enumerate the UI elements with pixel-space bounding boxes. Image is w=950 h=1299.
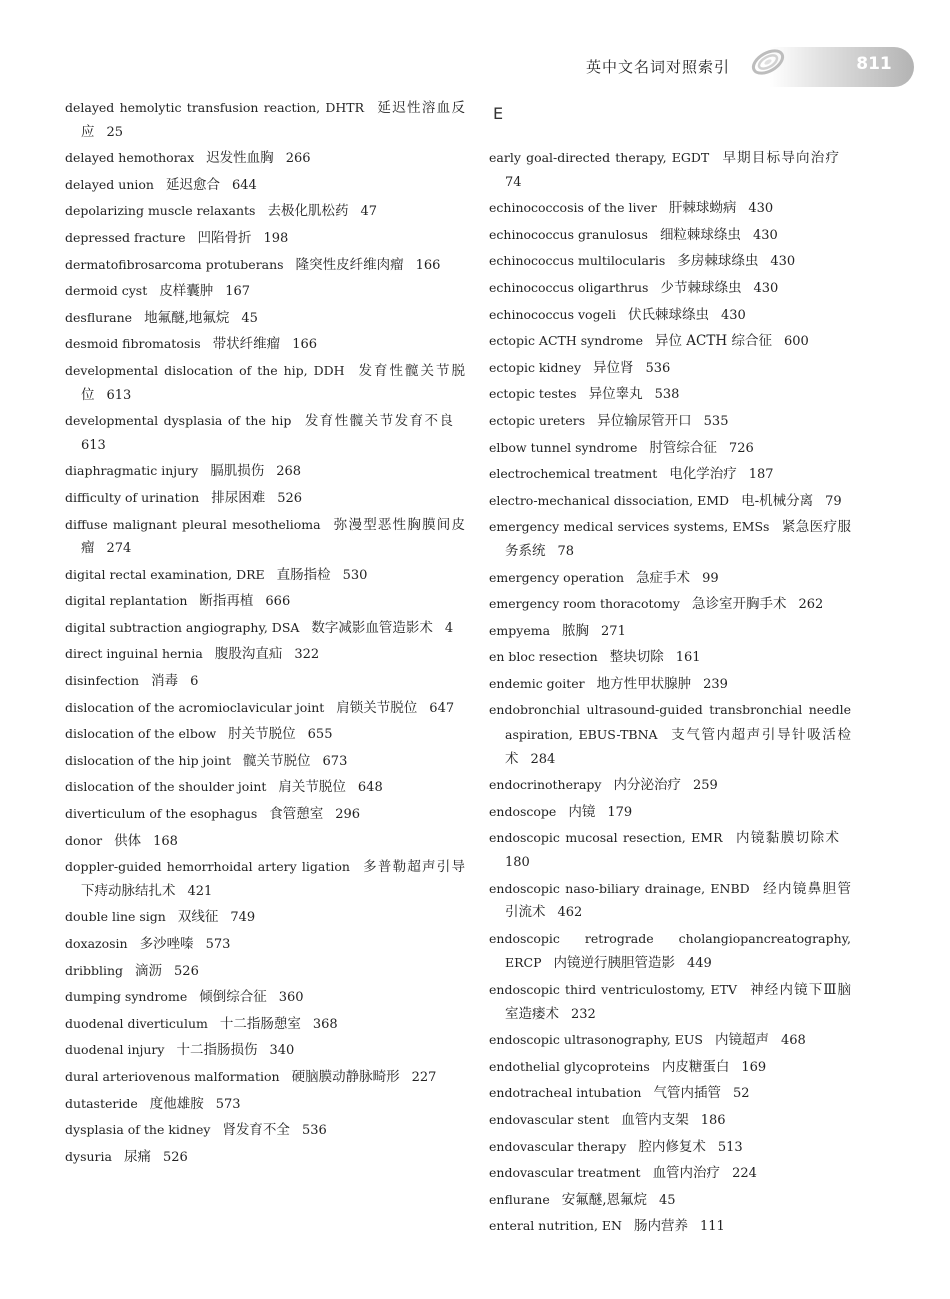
entry-chinese-term: 带状纤维瘤 (212, 336, 281, 353)
entry-page-number: 613 (106, 387, 132, 403)
entry-page-number: 526 (174, 963, 199, 979)
entry-chinese-term: 急症手术 (636, 569, 691, 586)
index-entry (489, 356, 851, 381)
index-entry (489, 978, 851, 1026)
entry-english-term: digital rectal examination, DRE (65, 566, 265, 582)
entry-chinese-term: 皮样囊肿 (159, 283, 214, 300)
entry-page-number: 368 (312, 1016, 338, 1032)
index-entry (489, 566, 851, 591)
index-entry (489, 877, 851, 925)
entry-page-number: 421 (187, 883, 213, 899)
entry-chinese-term: 内镜黏膜切除术 (734, 830, 840, 847)
index-entry (65, 932, 465, 957)
entry-english-term: ectopic testes (489, 386, 577, 402)
entry-english-term: disinfection (65, 673, 140, 689)
entry-page-number: 47 (360, 204, 378, 220)
entry-english-term: endoscopic third ventriculostomy, ETV (489, 982, 738, 997)
entry-english-term: electro-mechanical dissociation, EMD (489, 492, 730, 508)
entry-english-term: dermatofibrosarcoma protuberans (65, 256, 284, 272)
entry-english-term: ectopic ureters (489, 412, 586, 428)
entry-page-number: 430 (720, 307, 746, 323)
entry-english-term: endovascular treatment (489, 1165, 641, 1181)
entry-chinese-term: 肩锁关节脱位 (336, 699, 418, 716)
entry-page-number: 45 (659, 1192, 676, 1208)
entry-chinese-term: 经内镜鼻胆管引流术 (505, 880, 852, 921)
entry-english-term: endoscopic naso-biliary drainage, ENBD (489, 880, 750, 896)
entry-chinese-term: 膈肌损伤 (210, 463, 265, 480)
entry-english-term: dysuria (65, 1148, 112, 1164)
entry-chinese-term: 髋关节脱位 (243, 752, 311, 769)
index-entry (489, 146, 851, 194)
entry-english-term: donor (65, 832, 103, 848)
entry-english-term: developmental dislocation of the hip, DDH (65, 362, 345, 378)
entry-page-number: 167 (225, 284, 251, 300)
entry-chinese-term: 腹股沟直疝 (214, 646, 283, 663)
entry-english-term: dislocation of the shoulder joint (65, 779, 267, 795)
entry-english-term: enflurane (489, 1191, 550, 1207)
entry-chinese-term: 肘关节脱位 (228, 726, 296, 743)
index-entry (489, 672, 851, 697)
entry-page-number: 430 (770, 254, 796, 270)
entry-page-number: 25 (106, 124, 124, 140)
entry-page-number: 430 (752, 227, 778, 243)
index-entry (65, 253, 465, 278)
index-entry (65, 722, 465, 747)
entry-page-number: 166 (292, 337, 318, 353)
entry-english-term: endobronchial ultrasound-guided transbronchial needle aspiration, EBUS-TBNA (489, 702, 851, 743)
entry-chinese-term: 肝棘球蚴病 (668, 200, 737, 217)
entry-chinese-term: 急诊室开胸手术 (691, 596, 787, 613)
entry-page-number: 187 (748, 467, 774, 483)
entry-english-term: dutasteride (65, 1095, 138, 1111)
index-entry (489, 409, 851, 434)
entry-page-number: 268 (276, 464, 302, 480)
entry-page-number: 232 (571, 1006, 596, 1022)
entry-chinese-term: 早期目标导向治疗 (721, 150, 840, 166)
entry-english-term: endothelial glycoproteins (489, 1058, 650, 1074)
entry-chinese-term: 十二指肠憩室 (219, 1015, 301, 1032)
entry-chinese-term: 硬脑膜动静脉畸形 (291, 1068, 400, 1085)
entry-page-number: 673 (322, 753, 348, 769)
entry-chinese-term: 异位睾丸 (588, 386, 643, 403)
index-entry (65, 905, 465, 930)
entry-chinese-term: 地氟醚,地氟烷 (144, 309, 230, 326)
entry-chinese-term: 倾倒综合征 (199, 989, 267, 1006)
index-entry (65, 199, 465, 224)
entry-page-number: 526 (277, 490, 303, 506)
index-entry (65, 616, 465, 641)
index-entry (489, 592, 851, 617)
entry-page-number: 360 (278, 990, 304, 1006)
entry-page-number: 513 (717, 1139, 743, 1155)
index-entry (65, 563, 465, 588)
index-entry (65, 332, 465, 357)
entry-chinese-term: 内镜超声 (714, 1032, 769, 1049)
entry-page-number: 536 (645, 360, 671, 376)
index-entry (65, 589, 465, 614)
index-entry (489, 619, 851, 644)
entry-chinese-term: 电化学治疗 (669, 466, 737, 483)
entry-chinese-term: 十二指肠损伤 (176, 1042, 258, 1059)
index-entry (65, 513, 465, 561)
index-entry (489, 276, 851, 301)
entry-english-term: difficulty of urination (65, 489, 200, 505)
entry-english-term: endoscopic ultrasonography, EUS (489, 1032, 703, 1048)
index-entry (489, 1161, 851, 1186)
entry-english-term: direct inguinal hernia (65, 646, 203, 662)
index-entry (65, 669, 465, 694)
index-entry (65, 1118, 465, 1143)
entry-english-term: delayed hemothorax (65, 150, 195, 166)
index-entry (65, 226, 465, 251)
entry-chinese-term: 多房棘球绦虫 (677, 253, 759, 270)
entry-english-term: elbow tunnel syndrome (489, 439, 638, 455)
entry-chinese-term: 地方性甲状腺肿 (596, 675, 692, 692)
entry-english-term: endovascular stent (489, 1111, 610, 1127)
entry-page-number: 535 (703, 413, 729, 429)
entry-page-number: 530 (342, 567, 368, 583)
entry-page-number: 449 (687, 956, 712, 972)
index-entry (65, 96, 465, 144)
entry-page-number: 600 (783, 334, 809, 350)
entry-page-number: 468 (780, 1033, 806, 1049)
entry-english-term: emergency operation (489, 569, 625, 585)
index-entry (65, 696, 465, 721)
entry-page-number: 340 (269, 1043, 295, 1059)
entry-english-term: endemic goiter (489, 675, 585, 691)
entry-english-term: doppler-guided hemorrhoidal artery ligation (65, 859, 350, 875)
entry-page-number: 166 (415, 257, 441, 273)
index-entry (489, 382, 851, 407)
entry-page-number: 198 (263, 230, 289, 246)
entry-english-term: desflurane (65, 309, 133, 325)
entry-page-number: 644 (231, 177, 257, 193)
entry-english-term: echinococcus granulosus (489, 226, 648, 242)
entry-page-number: 78 (557, 543, 575, 559)
entry-page-number: 266 (285, 151, 311, 167)
index-entry (489, 329, 851, 354)
entry-chinese-term: 肘管综合征 (649, 439, 717, 456)
entry-english-term: ectopic kidney (489, 359, 582, 375)
entry-chinese-term: 气管内插管 (653, 1085, 721, 1102)
entry-chinese-term: 血管内治疗 (652, 1165, 721, 1182)
entry-chinese-term: 多普勒超声引导下痔动脉结扎术 (81, 859, 466, 899)
entry-chinese-term: 安氟醚,恩氟烷 (561, 1191, 648, 1208)
entry-english-term: empyema (489, 622, 551, 638)
entry-page-number: 274 (106, 541, 132, 557)
entry-chinese-term: 排尿困难 (211, 489, 266, 506)
entry-chinese-term: 少节棘球绦虫 (660, 279, 742, 296)
entry-english-term: diverticulum of the esophagus (65, 806, 258, 822)
index-entry (489, 1135, 851, 1160)
entry-page-number: 749 (230, 910, 256, 926)
entry-english-term: endotracheal intubation (489, 1085, 642, 1101)
entry-page-number: 45 (241, 310, 258, 326)
entry-page-number: 180 (505, 855, 530, 871)
entry-page-number: 227 (411, 1069, 437, 1085)
entry-english-term: endoscope (489, 803, 557, 819)
entry-english-term: delayed hemolytic transfusion reaction, DHTR (65, 100, 365, 115)
entry-chinese-term: 度他雄胺 (149, 1095, 204, 1112)
entry-chinese-term: 细粒棘球绦虫 (659, 226, 741, 243)
index-entry (65, 306, 465, 331)
entry-english-term: duodenal diverticulum (65, 1015, 208, 1031)
entry-chinese-term: 延迟性溶血反应 (81, 100, 466, 140)
entry-chinese-term: 支气管内超声引导针吸活检术 (505, 727, 851, 767)
entry-english-term: echinococcosis of the liver (489, 200, 657, 216)
entry-english-term: depressed fracture (65, 229, 186, 245)
entry-chinese-term: 迟发性血胸 (206, 150, 274, 167)
entry-english-term: diffuse malignant pleural mesothelioma (65, 516, 321, 532)
index-entry (65, 1145, 465, 1170)
entry-chinese-term: 伏氏棘球绦虫 (627, 306, 709, 323)
entry-chinese-term: 食管憩室 (269, 806, 324, 823)
entry-chinese-term: 断指再植 (199, 593, 254, 610)
running-header-title: 英中文名词对照索引 (586, 58, 731, 76)
entry-chinese-term: 去极化肌松药 (267, 203, 349, 220)
entry-page-number: 6 (190, 674, 199, 690)
entry-page-number: 169 (741, 1059, 767, 1075)
entry-chinese-term: 延迟愈合 (165, 176, 220, 193)
entry-page-number: 726 (728, 440, 754, 456)
entry-page-number: 538 (654, 387, 680, 403)
entry-chinese-term: 紧急医疗服务系统 (505, 519, 851, 559)
index-entry (65, 1038, 465, 1063)
entry-page-number: 655 (307, 727, 333, 743)
index-column-left (65, 96, 465, 1171)
entry-chinese-term: 内皮糖蛋白 (661, 1058, 730, 1075)
index-entry (489, 1188, 851, 1213)
entry-english-term: dislocation of the acromioclavicular joint (65, 699, 325, 715)
entry-english-term: dural arteriovenous malformation (65, 1068, 280, 1084)
entry-chinese-term: 发育性髋关节发育不良 (303, 413, 453, 430)
entry-english-term: dermoid cyst (65, 283, 148, 299)
entry-english-term: enteral nutrition, EN (489, 1218, 622, 1234)
entry-chinese-term: 内镜 (568, 803, 596, 820)
entry-page-number: 666 (265, 594, 291, 610)
entry-english-term: emergency medical services systems, EMSs (489, 519, 770, 535)
entry-english-term: dumping syndrome (65, 989, 188, 1005)
index-entry (489, 1055, 851, 1080)
entry-chinese-term: 供体 (114, 832, 142, 849)
index-entry (489, 1081, 851, 1106)
index-entry (65, 959, 465, 984)
entry-chinese-term: 电-机械分离 (741, 492, 814, 509)
entry-page-number: 462 (557, 905, 583, 921)
entry-english-term: echinococcus vogeli (489, 306, 616, 322)
entry-page-number: 259 (693, 778, 718, 794)
entry-english-term: emergency room thoracotomy (489, 596, 680, 612)
index-entry (65, 642, 465, 667)
entry-chinese-term: 多沙唑嗪 (139, 936, 194, 952)
entry-chinese-term: 弥漫型恶性胸膜间皮瘤 (81, 516, 466, 557)
index-entry (65, 146, 465, 171)
index-column-right (489, 146, 851, 1241)
entry-english-term: endovascular therapy (489, 1138, 627, 1154)
entry-page-number: 262 (798, 597, 824, 613)
entry-page-number: 573 (215, 1096, 241, 1112)
entry-english-term: doxazosin (65, 936, 128, 951)
entry-page-number: 430 (753, 280, 779, 296)
entry-english-term: digital replantation (65, 593, 188, 609)
entry-page-number: 536 (301, 1123, 327, 1139)
entry-page-number: 430 (748, 201, 774, 217)
entry-chinese-term: 隆突性皮纤维肉瘤 (295, 256, 404, 273)
entry-page-number: 647 (429, 700, 455, 716)
entry-chinese-term: 消毒 (151, 673, 179, 690)
entry-page-number: 613 (81, 437, 106, 453)
entry-page-number: 224 (732, 1166, 757, 1182)
entry-english-term: electrochemical treatment (489, 466, 658, 482)
entry-page-number: 239 (703, 676, 728, 692)
entry-english-term: endocrinotherapy (489, 777, 602, 793)
entry-english-term: desmoid fibromatosis (65, 336, 201, 352)
entry-chinese-term: 尿痛 (123, 1148, 151, 1165)
entry-page-number: 648 (357, 780, 383, 796)
index-entry (65, 279, 465, 304)
index-entry (65, 359, 465, 407)
index-entry (489, 196, 851, 221)
index-entry (65, 1092, 465, 1117)
entry-english-term: endoscopic retrograde cholangiopancreatography, ERCP (489, 930, 851, 971)
index-entry (65, 775, 465, 800)
entry-chinese-term: 脓胸 (562, 622, 590, 639)
entry-page-number: 168 (153, 833, 178, 849)
entry-english-term: dislocation of the hip joint (65, 752, 232, 768)
entry-chinese-term: 整块切除 (609, 649, 664, 666)
entry-page-number: 322 (294, 647, 320, 663)
entry-page-number: 526 (162, 1149, 188, 1165)
entry-chinese-term: 异位肾 (593, 359, 634, 376)
page-number: 811 (856, 54, 892, 74)
index-entry (489, 826, 851, 874)
entry-english-term: depolarizing muscle relaxants (65, 203, 256, 219)
entry-chinese-term: 滴沥 (135, 962, 163, 979)
entry-chinese-term: 内分泌治疗 (613, 777, 681, 794)
entry-english-term: dysplasia of the kidney (65, 1122, 211, 1138)
entry-english-term: en bloc resection (489, 649, 598, 665)
index-entry (65, 1012, 465, 1037)
entry-page-number: 296 (335, 807, 361, 823)
index-entry (489, 515, 851, 563)
entry-page-number: 573 (205, 937, 231, 952)
index-entry (489, 249, 851, 274)
section-letter: E (493, 104, 504, 123)
entry-page-number: 284 (530, 751, 556, 767)
entry-chinese-term: 腔内修复术 (638, 1138, 706, 1155)
entry-chinese-term: 数字减影血管造影术 (311, 619, 433, 636)
index-entry (489, 223, 851, 248)
entry-chinese-term: 内镜逆行胰胆管造影 (553, 955, 676, 972)
entry-english-term: early goal-directed therapy, EGDT (489, 150, 710, 165)
entry-page-number: 161 (675, 650, 701, 666)
index-entry (65, 985, 465, 1010)
swirl-logo-icon (748, 42, 788, 82)
entry-page-number: 52 (732, 1086, 750, 1102)
entry-english-term: echinococcus oligarthrus (489, 279, 649, 295)
index-entry (65, 173, 465, 198)
index-entry (489, 800, 851, 825)
entry-chinese-term: 神经内镜下Ⅲ脑室造瘘术 (505, 982, 851, 1022)
index-entry (65, 1065, 465, 1090)
entry-chinese-term: 凹陷骨折 (197, 229, 252, 246)
entry-chinese-term: 双线征 (177, 909, 219, 926)
index-entry (489, 489, 851, 514)
entry-english-term: delayed union (65, 176, 154, 192)
entry-page-number: 99 (702, 570, 719, 586)
entry-chinese-term: 异位 ACTH 综合征 (655, 333, 772, 350)
entry-english-term: dislocation of the elbow (65, 726, 217, 742)
index-entry (65, 802, 465, 827)
entry-page-number: 111 (699, 1219, 725, 1235)
entry-chinese-term: 血管内支架 (621, 1111, 689, 1128)
entry-english-term: developmental dysplasia of the hip (65, 413, 292, 429)
index-entry (65, 486, 465, 511)
entry-chinese-term: 肠内营养 (633, 1218, 688, 1235)
index-entry (489, 462, 851, 487)
entry-english-term: echinococcus multilocularis (489, 253, 666, 269)
index-entry (489, 303, 851, 328)
index-entry (489, 436, 851, 461)
index-entry (65, 409, 465, 457)
entry-page-number: 4 (444, 620, 454, 636)
index-entry (489, 1108, 851, 1133)
index-entry (65, 855, 465, 903)
index-entry (489, 1214, 851, 1239)
entry-chinese-term: 发育性髋关节脱位 (81, 362, 465, 403)
index-entry (65, 749, 465, 774)
entry-page-number: 179 (607, 804, 633, 820)
index-entry (489, 927, 851, 976)
index-entry (65, 459, 465, 484)
entry-english-term: duodenal injury (65, 1042, 165, 1058)
entry-chinese-term: 异位输尿管开口 (597, 412, 692, 429)
entry-chinese-term: 直肠指检 (276, 566, 331, 583)
entry-english-term: ectopic ACTH syndrome (489, 333, 644, 349)
entry-english-term: diaphragmatic injury (65, 463, 199, 479)
entry-page-number: 74 (505, 174, 522, 190)
entry-page-number: 271 (601, 623, 626, 639)
index-entry (489, 698, 851, 771)
entry-english-term: double line sign (65, 909, 166, 925)
entry-chinese-term: 肾发育不全 (222, 1122, 290, 1139)
entry-english-term: dribbling (65, 962, 124, 978)
index-entry (65, 829, 465, 854)
entry-english-term: digital subtraction angiography, DSA (65, 619, 300, 635)
entry-page-number: 79 (825, 493, 842, 509)
index-entry (489, 645, 851, 670)
index-entry (489, 773, 851, 798)
entry-chinese-term: 肩关节脱位 (278, 779, 346, 796)
entry-page-number: 186 (700, 1112, 726, 1128)
index-entry (489, 1028, 851, 1053)
entry-english-term: endoscopic mucosal resection, EMR (489, 830, 723, 846)
